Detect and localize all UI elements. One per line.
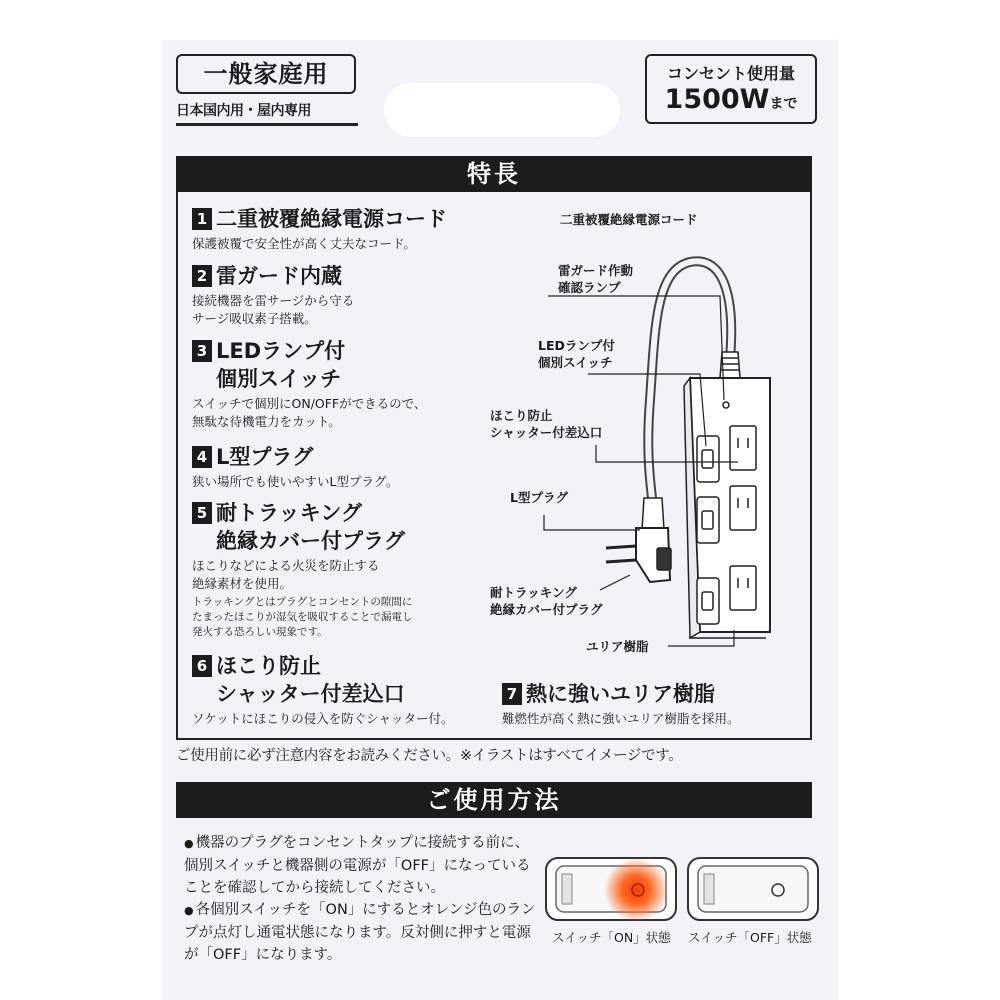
feature-note: トラッキングとはプラグとコンセントの隙間に [192, 596, 413, 608]
label-line: 雷ガード作動 [558, 263, 634, 278]
feature-note: 発火する恐ろしい現象です。 [192, 626, 328, 638]
feature-desc: 狭い場所でも使いやすいL型プラグ。 [192, 474, 399, 489]
switch-off-icon [688, 858, 818, 920]
feature-desc: スイッチで個別にON/OFFができるので、 [192, 396, 427, 411]
capacity-value: 1500W [664, 84, 770, 115]
feature-title: 耐トラッキング [216, 501, 362, 525]
label-line: 個別スイッチ [538, 355, 613, 370]
feature-title: ほこり防止 [216, 654, 321, 678]
feature-title: 二重被覆絶縁電源コード [216, 207, 447, 231]
caution-notice: ご使用前に必ず注意内容をお読みください。※イラストはすべてイメージです。 [176, 748, 683, 764]
feature-number: 5 [192, 502, 212, 524]
feature-title-line2: シャッター付差込口 [216, 682, 405, 706]
label-line: 耐トラッキング [490, 585, 577, 600]
capacity-label: コンセント使用量 [666, 64, 795, 83]
feature-desc: 絶縁素材を使用。 [192, 576, 293, 591]
label-line: 絶縁カバー付プラグ [490, 602, 603, 617]
features-heading: 特長 [176, 156, 812, 192]
label-cord: 二重被覆絶縁電源コード [560, 212, 698, 227]
domestic-indoor-label: 日本国内用・屋内専用 [176, 100, 358, 126]
feature-number: 3 [192, 340, 212, 362]
label-plug: L型プラグ [510, 490, 568, 505]
feature-title-line2: 個別スイッチ [216, 367, 342, 391]
household-use-tag: 一般家庭用 [176, 54, 356, 94]
feature-note: たまったほこりが湿気を吸収することで漏電し [192, 611, 413, 623]
usage-step-1: ● 機器のプラグをコンセントタップに接続する前に、個別スイッチと機器側の電源が「OFF」になっていることを確認してから接続してください。 [184, 832, 536, 899]
label-line: 確認ランプ [558, 280, 621, 295]
feature-desc: ほこりなどによる火災を防止する [192, 558, 380, 573]
label-resin: ユリア樹脂 [586, 639, 649, 654]
feature-number: 6 [192, 655, 212, 677]
feature-title: 熱に強いユリア樹脂 [526, 682, 715, 706]
feature-title: LEDランプ付 [216, 339, 346, 363]
usage-heading: ご使用方法 [176, 782, 812, 818]
feature-desc: 接続機器を雷サージから守る [192, 293, 355, 308]
feature-desc: 保護被覆で安全性が高く丈夫なコード。 [192, 236, 416, 251]
feature-desc: ソケットにほこりの侵入を防ぐシャッター付。 [192, 711, 454, 726]
feature-title: 雷ガード内蔵 [216, 264, 342, 288]
feature-number: 4 [192, 446, 212, 468]
feature-desc: サージ吸収素子搭載。 [192, 311, 317, 326]
feature-number: 7 [502, 683, 522, 705]
feature-desc: 無駄な待機電力をカット。 [192, 414, 341, 429]
capacity-suffix: まで [769, 96, 798, 112]
label-line: LEDランプ付 [538, 338, 615, 353]
switch-on-icon [546, 858, 676, 922]
switch-off-caption: スイッチ「OFF」状態 [688, 930, 812, 945]
usage-step-2: ● 各個別スイッチを「ON」にするとオレンジ色のランプが点灯し通電状態になります。反対側に押すと電源が「OFF」になります。 [184, 899, 536, 966]
feature-number: 1 [192, 208, 212, 230]
switch-on-caption: スイッチ「ON」状態 [552, 930, 671, 945]
label-line: シャッター付差込口 [490, 425, 603, 440]
label-line: ほこり防止 [490, 408, 553, 423]
feature-number: 2 [192, 265, 212, 287]
feature-title-line2: 絶縁カバー付プラグ [216, 529, 405, 553]
feature-desc: 難燃性が高く熱に強いユリア樹脂を採用。 [502, 711, 740, 726]
feature-title: L型プラグ [216, 445, 314, 469]
